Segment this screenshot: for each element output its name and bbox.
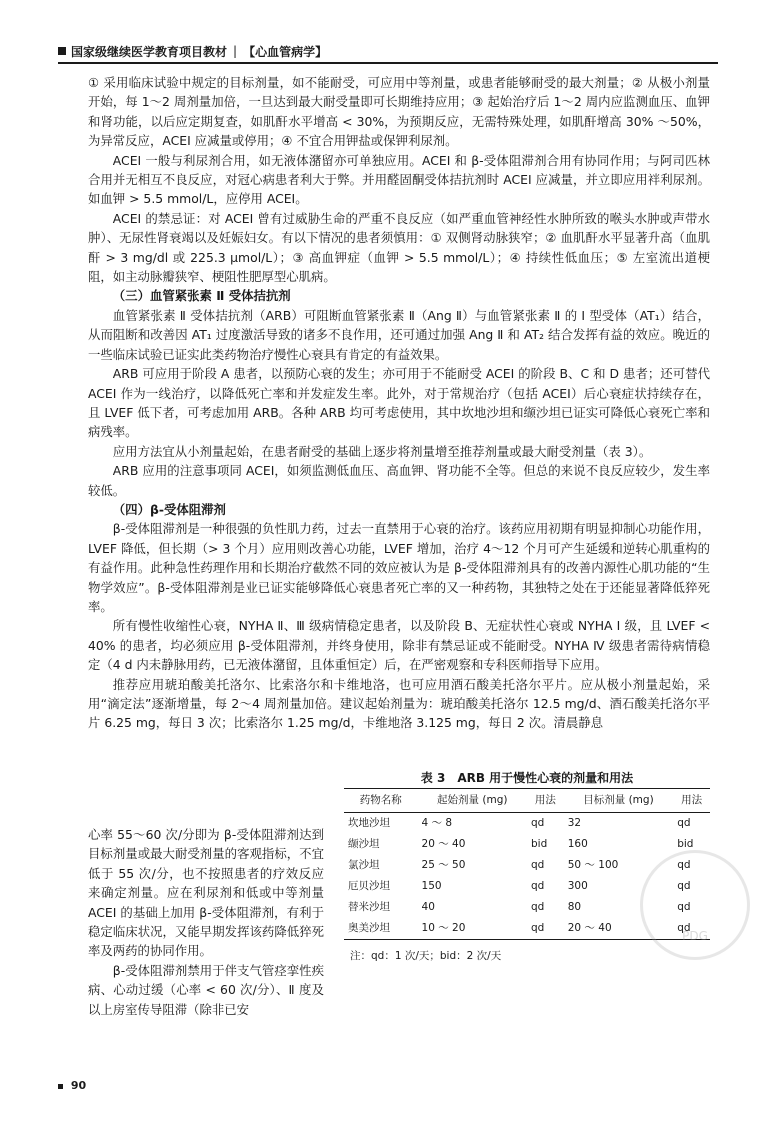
table-row — [344, 834, 710, 855]
table-cell: 氯沙坦 — [348, 859, 380, 871]
running-header — [58, 42, 718, 60]
page-number-text: 90 — [70, 1079, 87, 1092]
paragraph: ① 采用临床试验中规定的目标剂量，如不能耐受，可应用中等剂量，或患者能够耐受的最大剂量；② 从极小剂量开始，每 1～2 周剂量加倍，一旦达到最大耐受量即可长期维持应用；③ 起始治疗后 1～2 周内应监测血压、血钾和肾功能，以后应定期复查，如肌酐水平增高 < 30%，为预期反应，无需特殊处理，如肌酐增高 30% ～50%，为异常反应，ACEI 应减量或停用；④ 不宜合用钾盐或保钾利尿剂。 — [88, 75, 710, 149]
table-cell: 厄贝沙坦 — [348, 880, 390, 892]
table-cell: qd — [677, 922, 691, 934]
header-subject: 【心血管病学】 — [243, 44, 328, 59]
square-bullet-icon — [58, 47, 66, 55]
table-cell: qd — [530, 817, 545, 829]
table-cell: bid — [530, 838, 548, 850]
page-number — [58, 1079, 86, 1092]
paragraph: ARB 可应用于阶段 A 患者，以预防心衰的发生；亦可用于不能耐受 ACEI 的阶段 B、C 和 D 患者；还可替代 ACEI 作为一线治疗，以降低死亡率和并发症发生率。此外，对于常规治疗（包括 ACEI）后心衰症状持续存在，且 LVEF 低下者，可考虑加用 ARB。各种 ARB 均可考虑使用，其中坎地沙坦和缬沙坦已证实可降低心衰死亡率和病残率。 — [88, 366, 710, 440]
column-header: 用法 — [534, 794, 556, 806]
table-cell: 20 ～ 40 — [421, 838, 466, 850]
paragraph: ARB 应用的注意事项同 ACEI，如须监测低血压、高血钾、肾功能不全等。但总的来说不良反应较少，发生率较低。 — [88, 463, 710, 498]
square-bullet-icon — [58, 1084, 63, 1089]
table-cell: 缬沙坦 — [348, 838, 380, 850]
section-heading-beta-blocker: （四）β-受体阻滞剂 — [112, 501, 226, 517]
header-separator: | — [233, 44, 238, 58]
paragraph: 血管紧张素 Ⅱ 受体拮抗剂（ARB）可阻断血管紧张素 Ⅱ（Ang Ⅱ）与血管紧张素 Ⅱ 的 Ⅰ 型受体（AT₁）结合，从而阻断和改善因 AT₁ 过度激活导致的诸多不良作用，还可通过加强 Ang Ⅱ 和 AT₂ 结合发挥有益的效应。晚近的一些临床试验已证实此类药物治疗慢性心衰具有肯定的有益效果。 — [88, 307, 710, 362]
section-heading-arb: （三）血管紧张素 Ⅱ 受体拮抗剂 — [112, 288, 291, 304]
paragraph: 心率 55～60 次/分即为 β-受体阻滞剂达到目标剂量或最大耐受剂量的客观指标，不宜低于 55 次/分，也不按照患者的疗效反应来确定剂量。应在利尿剂和低或中等剂量 ACEI 的基础上加用 β-受体阻滞剂，有利于稳定临床状况，又能早期发挥该药降低猝死率及两药的协同作用。 — [88, 827, 324, 959]
table-cell: qd — [530, 880, 545, 892]
table-cell: 坎地沙坦 — [348, 817, 390, 829]
table-cell: bid — [677, 838, 694, 850]
watermark-stamp — [640, 850, 750, 960]
table-title: 表 3 ARB 用于慢性心衰的剂量和用法 — [420, 771, 634, 785]
left-column-text — [88, 825, 324, 1019]
paragraph: 应用方法宜从小剂量起始，在患者耐受的基础上逐步将剂量增至推荐剂量或最大耐受剂量（表 3）。 — [112, 443, 652, 459]
paragraph: β-受体阻滞剂是一种很强的负性肌力药，过去一直禁用于心衰的治疗。该药应用初期有明显抑制心功能作用，LVEF 降低，但长期（> 3 个月）应用则改善心功能，LVEF 增加，治疗 4～12 个月可产生延缓和逆转心肌重构的有益作用。此种急性药理作用和长期治疗截然不同的效应被认为是 β-受体阻滞剂具有的改善内源性心肌功能的“生物学效应”。β-受体阻滞剂是业已证实能够降低心衰患者死亡率的又一种药物，其独特之处在于还能显著降低猝死率。 — [88, 521, 710, 614]
table-cell: qd — [677, 901, 691, 913]
paragraph: 推荐应用琥珀酸美托洛尔、比索洛尔和卡维地洛，也可应用酒石酸美托洛尔平片。应从极小剂量起始，采用“滴定法”逐渐增量，每 2～4 周剂量加倍。建议起始剂量为：琥珀酸美托洛尔 12.5 mg/d、酒石酸美托洛尔平片 6.25 mg，每日 3 次；比索洛尔 1.25 mg/d，卡维地洛 3.125 mg，每日 2 次。清晨静息 — [88, 676, 710, 731]
table-cell: 20 ～ 40 — [567, 922, 612, 934]
table-cell: qd — [530, 922, 545, 934]
table-cell: 25 ～ 50 — [421, 859, 466, 871]
table-cell: 40 — [421, 901, 435, 913]
column-header: 药物名称 — [359, 794, 402, 806]
table-cell: qd — [530, 859, 545, 871]
main-text — [88, 73, 710, 733]
table-cell: 10 ～ 20 — [421, 922, 466, 934]
table-cell: qd — [677, 817, 691, 829]
header-series-title: 国家级继续医学教育项目教材 — [71, 44, 228, 59]
paragraph: ACEI 一般与利尿剂合用，如无液体潴留亦可单独应用。ACEI 和 β-受体阻滞剂合用有协同作用；与阿司匹林合用并无相互不良反应，对冠心病患者利大于弊。并用醛固酮受体拮抗剂时 ACEI 应减量，并立即应用袢利尿剂。如血钾 > 5.5 mmol/L，应停用 ACEI。 — [88, 152, 710, 207]
table-cell: qd — [677, 880, 691, 892]
paragraph: 所有慢性收缩性心衰，NYHA Ⅱ、Ⅲ 级病情稳定患者，以及阶段 B、无症状性心衰或 NYHA Ⅰ 级，且 LVEF < 40% 的患者，均必须应用 β-受体阻滞剂，并终身使用，除非有禁忌证或不能耐受。NYHA Ⅳ 级患者需待病情稳定（4 d 内未静脉用药，已无液体潴留，且体重恒定）后，在严密观察和专科医师指导下应用。 — [88, 618, 710, 673]
table-cell: 50 ～ 100 — [567, 859, 619, 871]
table-cell: 80 — [567, 901, 582, 913]
table-cell: 300 — [567, 880, 588, 892]
table-cell: 奥美沙坦 — [348, 922, 390, 934]
watermark-text: PDG — [682, 929, 708, 943]
paragraph: β-受体阻滞剂禁用于伴支气管痉挛性疾病、心动过缓（心率 < 60 次/分）、Ⅱ 度及以上房室传导阻滞（除非已安 — [88, 962, 324, 1017]
table-cell: qd — [530, 901, 545, 913]
column-header: 用法 — [681, 794, 703, 806]
table-cell: 4 ～ 8 — [421, 817, 453, 829]
table-cell: 替米沙坦 — [348, 901, 390, 913]
table-note: 注：qd：1 次/天；bid：2 次/天 — [350, 950, 502, 962]
header-rule — [58, 62, 718, 64]
table-cell: 160 — [567, 838, 588, 850]
table-cell: 32 — [567, 817, 582, 829]
table-header-row — [344, 789, 710, 813]
paragraph: ACEI 的禁忌证：对 ACEI 曾有过威胁生命的严重不良反应（如严重血管神经性水肿所致的喉头水肿或声带水肿）、无尿性肾衰竭以及妊娠妇女。有以下情况的患者须慎用：① 双侧肾动脉狭窄；② 血肌酐水平显著升高（血肌酐 > 3 mg/dl 或 225.3 μmol/L）；③ 高血钾症（血钾 > 5.5 mmol/L）；④ 持续性低血压；⑤ 左室流出道梗阻，如主动脉瓣狭窄、梗阻性肥厚型心肌病。 — [88, 210, 710, 285]
table-cell: 150 — [421, 880, 442, 892]
table-row — [344, 813, 710, 835]
column-header: 目标剂量 (mg) — [583, 794, 654, 806]
table-cell: qd — [677, 859, 691, 871]
column-header: 起始剂量 (mg) — [437, 794, 508, 806]
